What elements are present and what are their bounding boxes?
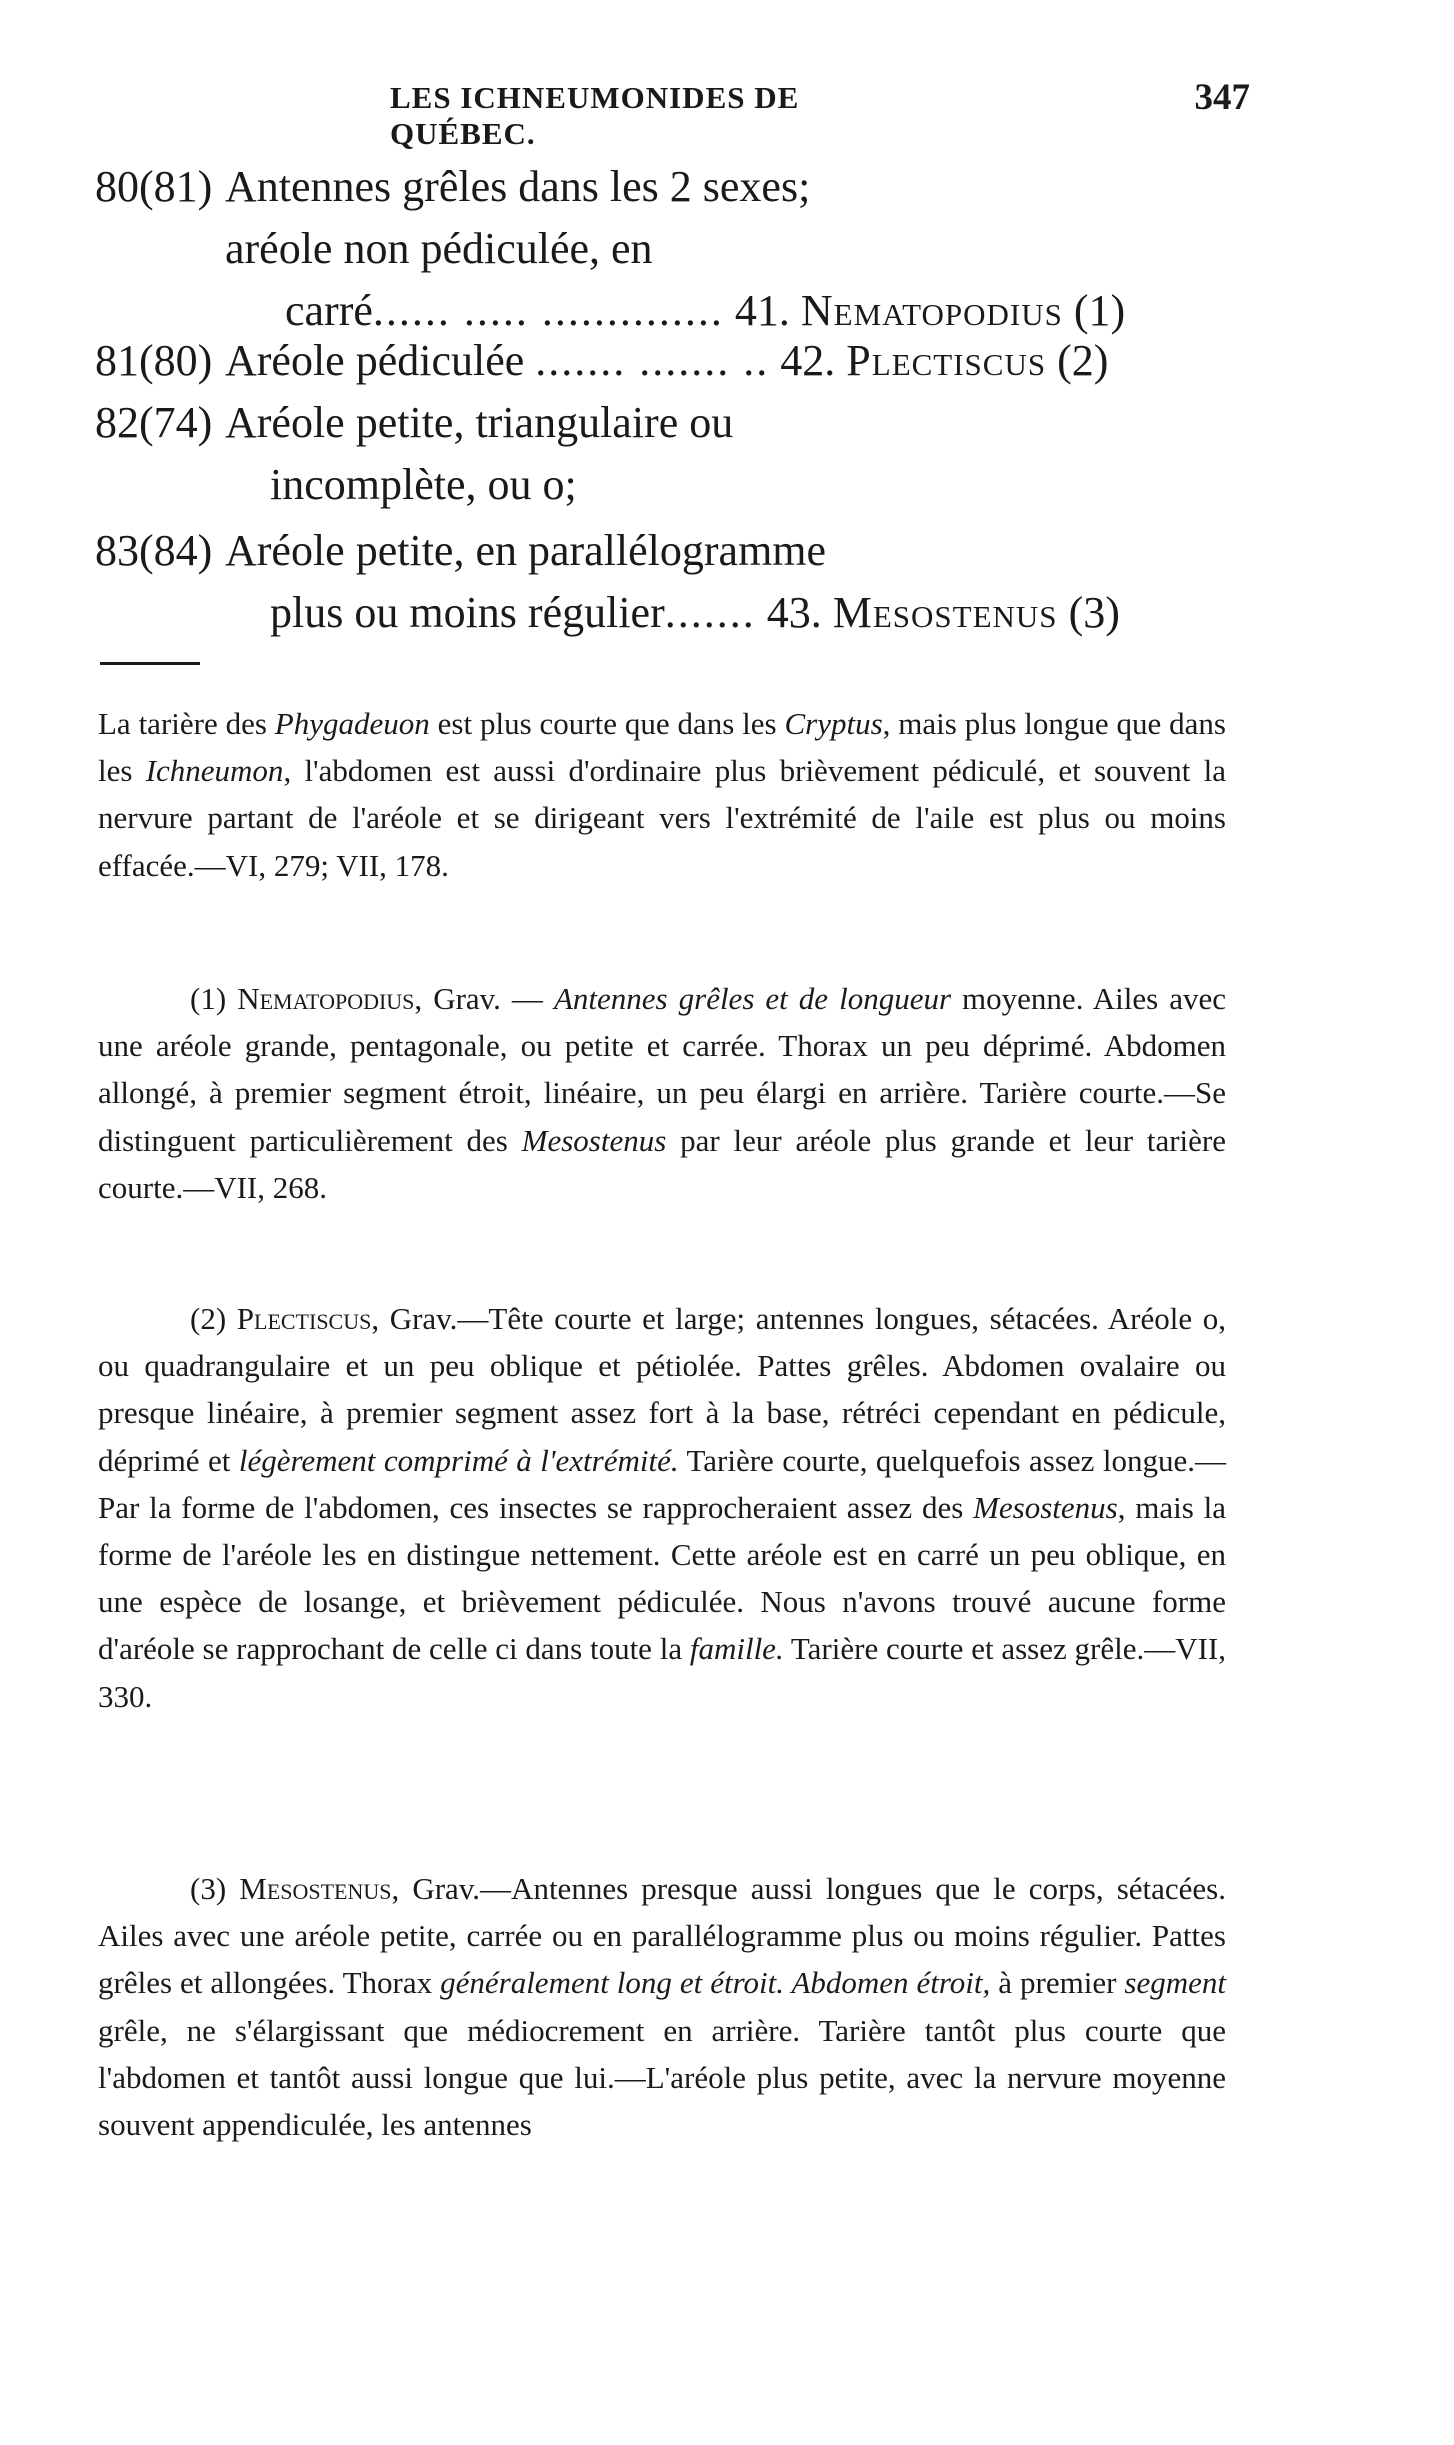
text-run: Tarière courte et assez grêle.—VII, 330.: [98, 1631, 1226, 1714]
italic-run: légèrement comprimé à l'extrémité.: [238, 1442, 679, 1478]
text-run: moyenne. Ailes avec une aréole grande, pentagonale, ou petite et carrée. Thorax un peu déprimé. Abdomen allongé, à premier segment étroit, linéaire, un peu élargi en arrière. Tarière courte.—Se distinguent particulièrement des: [98, 981, 1226, 1158]
genus-name: Nematopodius: [237, 981, 415, 1016]
running-head: LES ICHNEUMONIDES DE QUÉBEC.: [390, 80, 800, 151]
key-ref: 42.: [780, 336, 836, 385]
genus-name: Mesostenus: [832, 588, 1058, 637]
footnote-ref: (3): [1068, 588, 1120, 637]
italic-run: généralement long et étroit. Abdomen étroit,: [440, 1965, 991, 2001]
key-text-cont: aréole non pédiculée, en: [225, 224, 653, 273]
italic-run: segment: [1124, 1965, 1226, 2001]
leader-dots: ....... ....... ..: [535, 336, 770, 385]
key-text: Aréole pédiculée: [225, 336, 525, 385]
key-number: 81(80): [95, 336, 213, 385]
italic-run: famille.: [689, 1631, 784, 1667]
text-run: Tarière courte, quelquefois assez longue.—Par la forme de l'abdomen, ces insectes se rapprocheraient assez des: [98, 1442, 1226, 1525]
key-number: 80(81): [95, 162, 213, 211]
key-entry: [95, 330, 1225, 392]
genus-name: Plectiscus: [846, 336, 1047, 385]
text-run: , mais plus longue que dans les: [98, 706, 1226, 789]
intro-paragraph: [98, 700, 1226, 889]
footnote-marker: (2): [190, 1301, 237, 1336]
key-ref: 43.: [766, 588, 822, 637]
leader-dots: ...... ..... ..............: [372, 286, 724, 335]
genus-name: Mesostenus: [239, 1871, 392, 1906]
key-text: Aréole petite, en parallélogramme: [225, 526, 827, 575]
footnote-ref: (1): [1073, 286, 1126, 335]
footnote-marker: (3): [190, 1871, 240, 1906]
key-entry: [95, 156, 1225, 342]
leader-dots: .......: [664, 588, 756, 637]
text-run: grêle, ne s'élargissant que médiocrement en arrière. Tarière tantôt plus courte que l'abdomen et tantôt aussi longue que lui.—L'aréole plus petite, avec la nervure moyenne souvent appendiculée, les antennes: [98, 2012, 1226, 2143]
genus-italic: Ichneumon: [145, 753, 284, 789]
key-text-cont: incomplète, ou o;: [270, 460, 577, 509]
text-run: par leur aréole plus grande et leur tarière courte.—VII, 268.: [98, 1122, 1227, 1205]
text-run: La tarière des: [98, 706, 275, 741]
footnote-ref: (2): [1057, 336, 1109, 385]
key-text-cont: plus ou moins régulier: [270, 588, 665, 637]
text-run: , Grav.—Antennes presque aussi longues que le corps, sétacées. Ailes avec une aréole petite, carrée ou en parallélogramme plus ou moins régulier. Pattes grêles et allongées. Thorax: [98, 1871, 1226, 2001]
genus-italic: Mesostenus: [973, 1489, 1118, 1525]
footnote-3: [98, 1865, 1226, 2148]
key-text: Aréole petite, triangulaire ou: [225, 398, 734, 447]
key-number: 82(74): [95, 398, 213, 447]
footnote-1: [98, 975, 1226, 1211]
footnote-marker: (1): [190, 981, 238, 1016]
key-ref: 41.: [734, 286, 790, 335]
key-entry: [95, 520, 1225, 644]
page-number: 347: [1194, 77, 1250, 118]
genus-italic: Mesostenus: [521, 1122, 667, 1158]
key-text: Antennes grêles dans les 2 sexes;: [225, 162, 811, 211]
section-divider: [100, 662, 200, 665]
key-number: 83(84): [95, 526, 213, 575]
text-run: , Grav. —: [414, 981, 554, 1016]
key-text-cont: carré: [285, 286, 373, 335]
key-entry: [95, 392, 1225, 516]
italic-run: Antennes grêles et de longueur: [553, 981, 952, 1016]
text-run: , mais la forme de l'aréole les en distingue nettement. Cette aréole est en carré un peu oblique, en une espèce de losange, et brièvement pédiculée. Nous n'avons trouvé aucune forme d'aréole se rapprochant de celle ci dans toute la: [98, 1489, 1226, 1667]
genus-name: Plectiscus: [236, 1301, 372, 1336]
footnote-2: [98, 1295, 1226, 1720]
text-run: est plus courte que dans les: [429, 706, 785, 741]
genus-name: Nematopodius: [800, 286, 1063, 335]
text-run: , l'abdomen est aussi d'ordinaire plus brièvement pédiculé, et souvent la nervure partant de l'aréole et se dirigeant vers l'extrémité de l'aile est plus ou moins effacée.—VI, 279; VII, 178.: [98, 753, 1227, 883]
text-run: à premier: [990, 1965, 1125, 2001]
text-run: , Grav.—Tête courte et large; antennes longues, sétacées. Aréole o, ou quadrangulaire et un peu oblique et pétiolée. Pattes grêles. Abdomen ovalaire ou presque linéaire, à premier segment assez fort à la base, rétréci cependant en pédicule, déprimé et: [98, 1301, 1226, 1478]
genus-italic: Phygadeuon: [274, 706, 430, 741]
genus-italic: Cryptus: [784, 706, 883, 741]
